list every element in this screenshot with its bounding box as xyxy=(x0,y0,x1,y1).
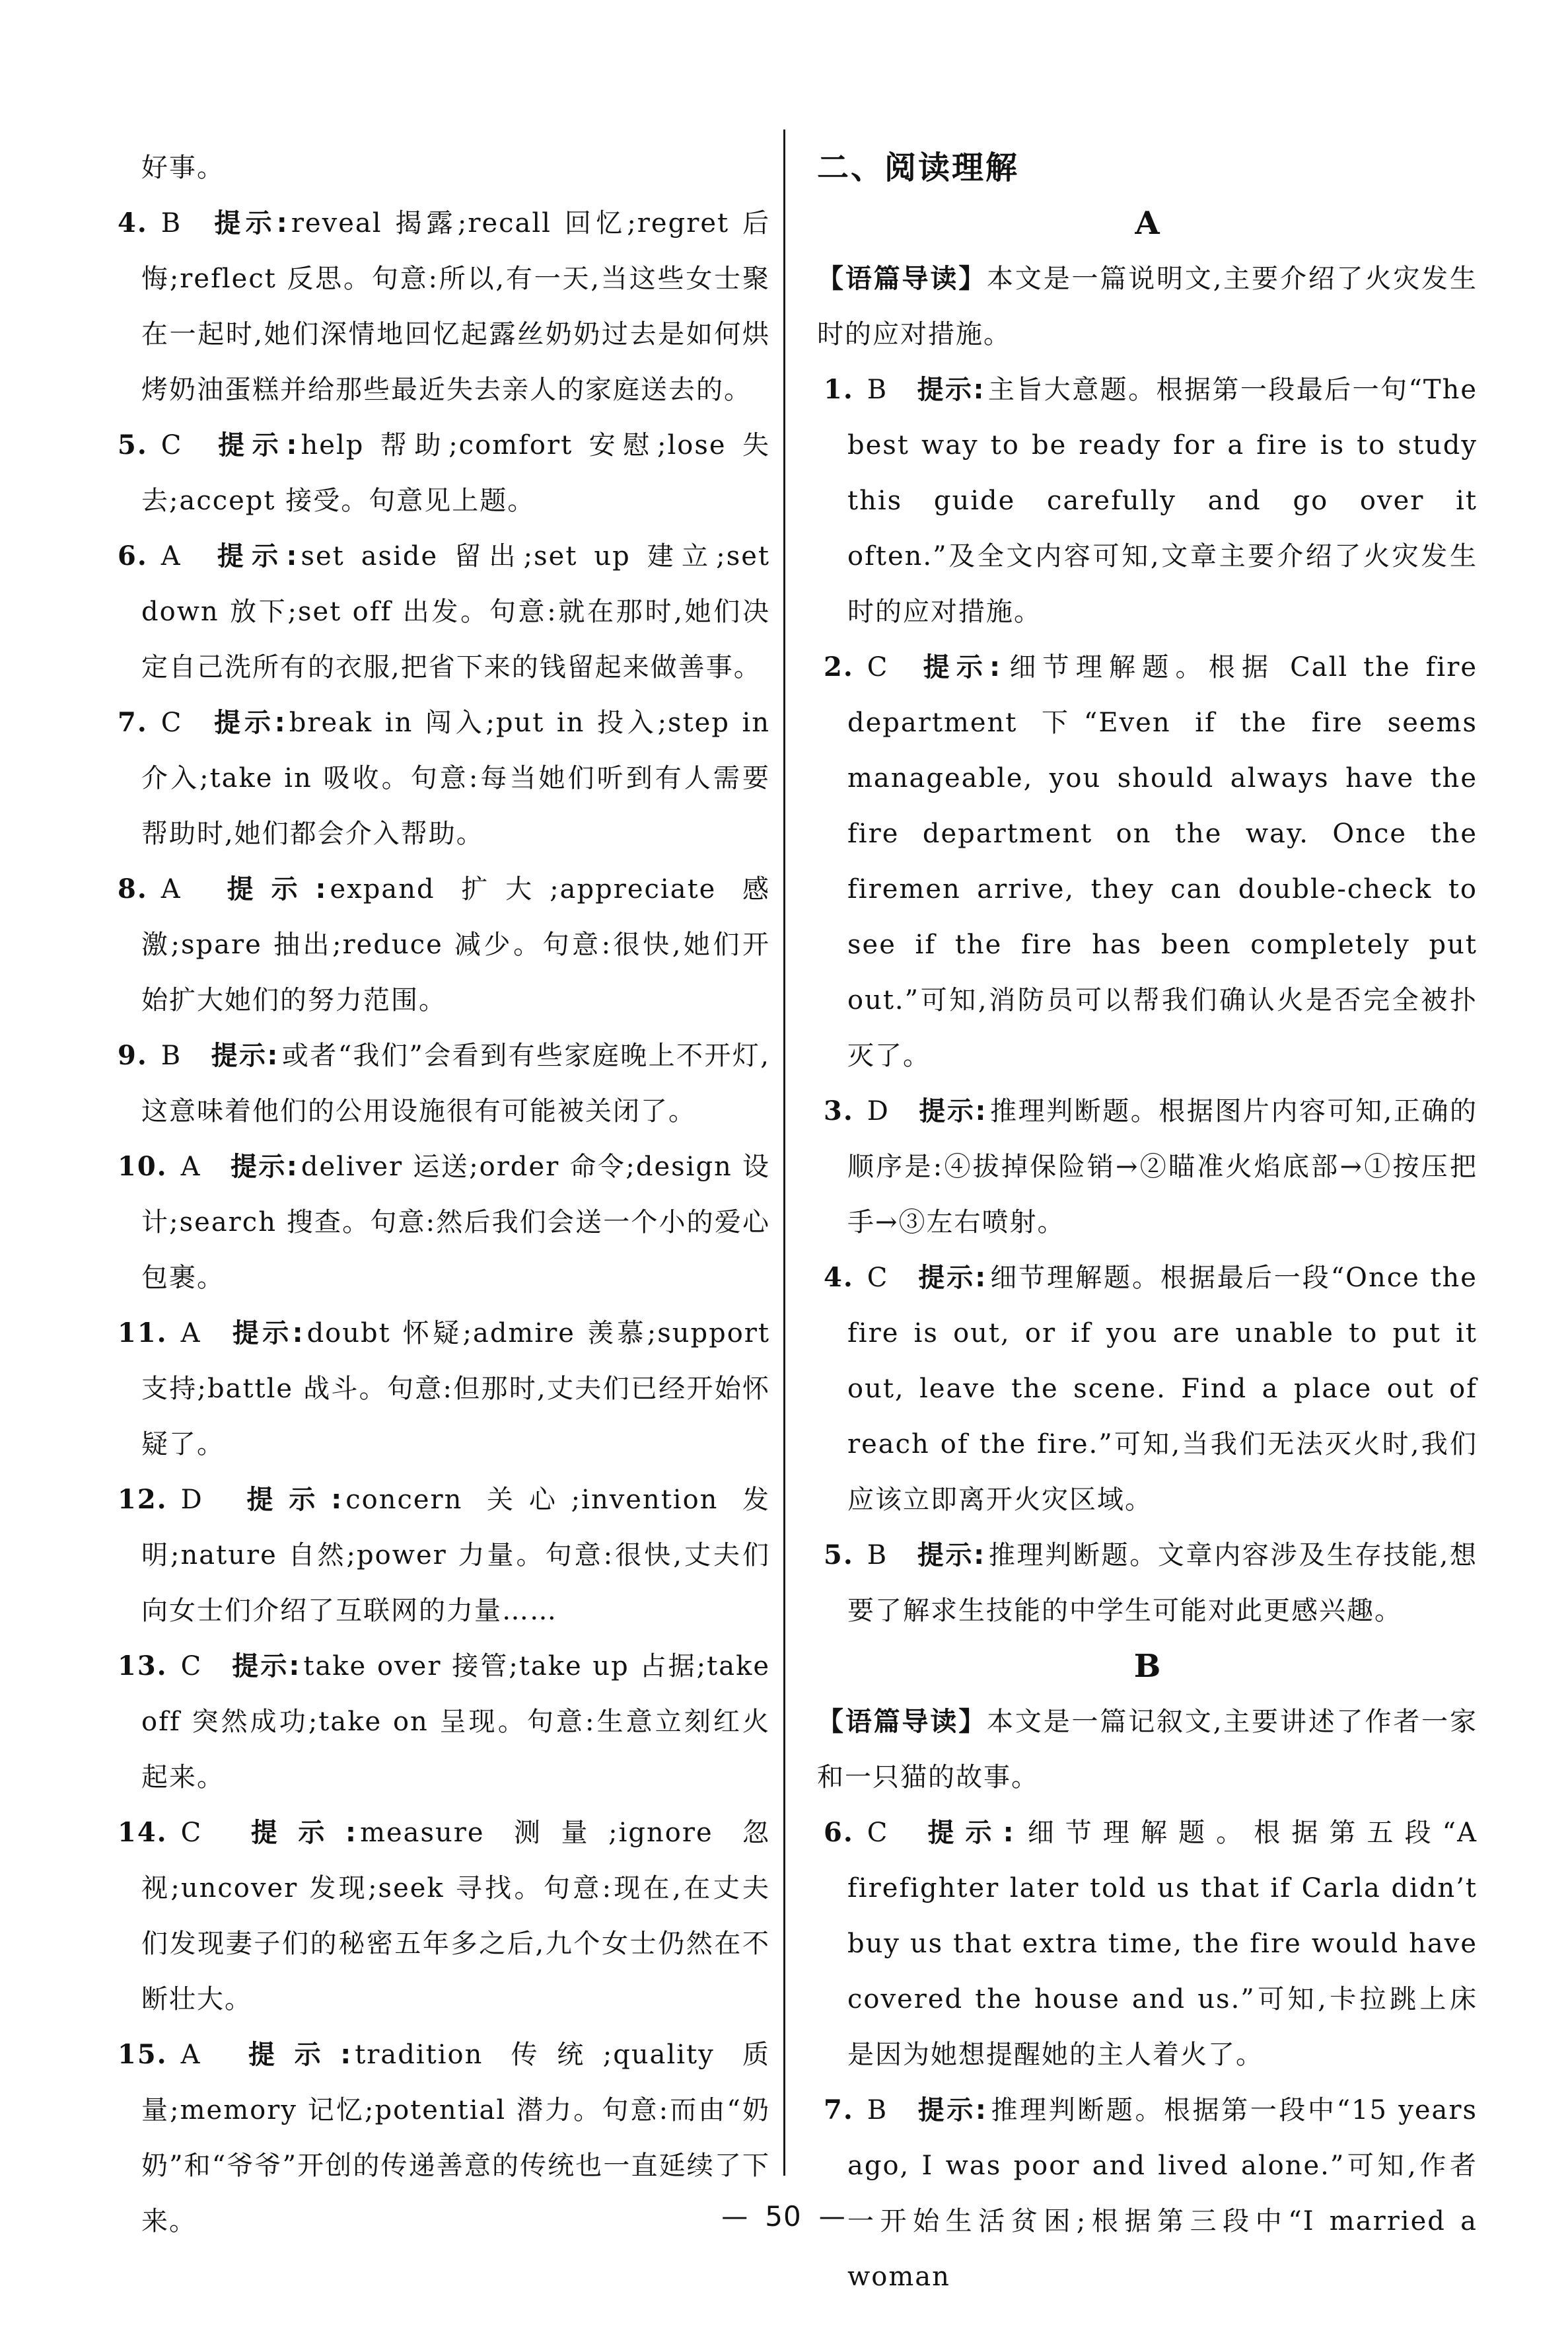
explanation-text: measure 测量;ignore 忽视;uncover 发现;seek 寻找。句意:现在,在丈夫们发现妻子们的秘密五年多之后,九个女士仍然在不断壮大。 xyxy=(141,1818,770,2014)
answer-item-6 xyxy=(118,529,770,695)
answer-letter: A xyxy=(160,874,182,904)
item-number: 13. xyxy=(118,1650,168,1681)
page-footer xyxy=(651,2200,915,2233)
answer-letter: B xyxy=(867,1540,888,1570)
answer-letter: A xyxy=(180,1152,201,1182)
item-number: 11. xyxy=(118,1317,168,1348)
answer-letter: C xyxy=(160,430,183,461)
answer-letter: B xyxy=(160,208,182,239)
answer-letter: A xyxy=(160,541,182,572)
footer-dash-left: — xyxy=(721,2201,748,2232)
explanation-text: 主旨大意题。根据第一段最后一句“The best way to be ready for a fire is to study this guide carefully and go over it often.”及全文内容可知,文章主要介绍了火灾发生时的应对措施。 xyxy=(847,375,1478,627)
column-divider xyxy=(783,129,785,2176)
answer-item-14 xyxy=(118,1805,770,2027)
hint-label: 提示: xyxy=(210,874,328,904)
item-number: 8. xyxy=(118,873,148,904)
answer-letter: C xyxy=(867,1818,889,1848)
answer-letter: C xyxy=(867,1263,889,1293)
item-number: 5. xyxy=(824,1539,854,1570)
item-number: 7. xyxy=(824,2094,854,2125)
answer-item-4 xyxy=(118,196,770,418)
item-number: 15. xyxy=(118,2039,168,2070)
answer-letter: C xyxy=(160,708,183,738)
hint-label: 提示: xyxy=(230,2040,353,2070)
item-number: 4. xyxy=(824,1262,854,1293)
answer-item-9 xyxy=(118,1028,770,1139)
answer-letter: C xyxy=(180,1818,203,1848)
answer-letter: D xyxy=(867,1096,890,1126)
passage-intro-a xyxy=(817,251,1478,362)
answer-item-4r xyxy=(824,1250,1478,1528)
passage-intro-b xyxy=(817,1694,1478,1805)
hint-label: 提示: xyxy=(917,375,985,405)
answer-item-8 xyxy=(118,862,770,1028)
item-number: 9. xyxy=(118,1040,148,1071)
explanation-text: doubt 怀疑;admire 羡慕;support 支持;battle 战斗。句意:但那时,丈夫们已经开始怀疑了。 xyxy=(141,1318,771,1459)
carryover-paragraph: 好事。 xyxy=(141,153,225,183)
answer-letter: C xyxy=(180,1651,203,1681)
hint-label: 提示: xyxy=(918,1096,987,1126)
page-number: 50 xyxy=(765,2200,802,2233)
answer-item-3 xyxy=(824,1084,1478,1250)
passage-letter-b: B xyxy=(1133,1648,1161,1685)
answer-item-13 xyxy=(118,1639,770,1805)
footer-dash-right: — xyxy=(818,2201,845,2232)
answer-item-5r xyxy=(824,1528,1478,1639)
explanation-text: 细节理解题。根据最后一段“Once the fire is out, or if you are unable to put it out, leave the scene. Find a place out of reach of the fire.”可知,当我们无法灭火时,我们应该立即离开火灾区域。 xyxy=(847,1263,1478,1515)
answer-item-1 xyxy=(824,362,1478,640)
item-number: 5. xyxy=(118,429,148,461)
passage-letter-a: A xyxy=(1135,205,1160,242)
answer-item-6r xyxy=(824,1805,1478,2083)
item-number: 2. xyxy=(824,651,854,683)
explanation-text: 推理判断题。根据图片内容可知,正确的顺序是:④拔掉保险销→②瞄准火焰底部→①按压把手→③左右喷射。 xyxy=(847,1096,1478,1237)
section-heading: 二、阅读理解 xyxy=(817,149,1020,186)
answer-letter: B xyxy=(867,2095,888,2125)
item-number: 10. xyxy=(118,1151,168,1182)
right-column xyxy=(817,140,1478,2305)
intro-label: 【语篇导读】 xyxy=(817,1707,987,1737)
answer-letter: A xyxy=(180,1318,201,1348)
explanation-text: 细节理解题。根据 Call the fire department 下“Even if the fire seems manageable, you should always have the fire department on the way. Once the firemen arrive, they can double-check to see if the fire has been completely put out.”可知,消防员可以帮我们确认火是否完全被扑灭了。 xyxy=(847,652,1478,1071)
hint-label: 提示: xyxy=(917,1540,986,1570)
answer-item-7 xyxy=(118,695,770,862)
explanation-text: reveal 揭露;recall 回忆;regret 后悔;reflect 反思。句意:所以,有一天,当这些女士聚在一起时,她们深情地回忆起露丝奶奶过去是如何烘烤奶油蛋糕并给那些最近失去亲人的家庭送去的。 xyxy=(141,208,770,405)
answer-item-11 xyxy=(118,1306,770,1472)
hint-label: 提示: xyxy=(917,1263,987,1293)
hint-label: 提示: xyxy=(232,1485,343,1515)
hint-label: 提示: xyxy=(917,1818,1015,1848)
hint-label: 提示: xyxy=(230,1152,299,1182)
hint-label: 提示: xyxy=(211,708,287,738)
answer-letter: A xyxy=(180,2040,201,2070)
explanation-text: 细节理解题。根据第五段“A firefighter later told us that if Carla didn’t buy us that extra time, the fire would have covered the house and us.”可知,卡拉跳上床是因为她想提醒她的主人着火了。 xyxy=(847,1818,1478,2070)
intro-text: 本文是一篇记叙文,主要讲述了作者一家和一只猫的故事。 xyxy=(817,1707,1478,1792)
explanation-text: 或者“我们”会看到有些家庭晚上不开灯,这意味着他们的公用设施很有可能被关闭了。 xyxy=(141,1041,770,1126)
item-number: 3. xyxy=(824,1095,854,1126)
explanation-text: deliver 运送;order 命令;design 设计;search 搜查。句意:然后我们会送一个小的爱心包裹。 xyxy=(141,1152,770,1293)
hint-label: 提示: xyxy=(231,1818,358,1848)
item-number: 12. xyxy=(118,1484,168,1515)
answer-letter: C xyxy=(867,652,889,683)
hint-label: 提示: xyxy=(917,2095,987,2125)
explanation-text: help 帮助;comfort 安慰;lose 失去;accept 接受。句意见上题。 xyxy=(141,430,771,516)
hint-label: 提示: xyxy=(211,430,299,461)
item-number: 14. xyxy=(118,1817,168,1848)
item-number: 6. xyxy=(118,540,148,572)
answer-letter: B xyxy=(867,375,888,405)
item-number: 4. xyxy=(118,207,148,239)
explanation-text: tradition 传统;quality 质量;memory 记忆;potential 潜力。句意:而由“奶奶”和“爷爷”开创的传递善意的传统也一直延续了下来。 xyxy=(141,2040,771,2236)
answer-letter: B xyxy=(160,1041,182,1071)
explanation-text: 推理判断题。根据第一段中“15 years ago, I was poor and lived alone.”可知,作者一开始生活贫困;根据第三段中“I married a woman xyxy=(847,2095,1478,2292)
answer-item-7r xyxy=(824,2083,1478,2305)
explanation-text: break in 闯入;put in 投入;step in 介入;take in 吸收。句意:每当她们听到有人需要帮助时,她们都会介入帮助。 xyxy=(141,708,770,849)
explanation-text: 推理判断题。文章内容涉及生存技能,想要了解求生技能的中学生可能对此更感兴趣。 xyxy=(847,1540,1478,1626)
item-number: 1. xyxy=(824,374,854,405)
hint-label: 提示: xyxy=(917,652,1002,683)
explanation-text: set aside 留出;set up 建立;set down 放下;set off 出发。句意:就在那时,她们决定自己洗所有的衣服,把省下来的钱留起来做善事。 xyxy=(141,541,771,683)
answer-item-2 xyxy=(824,640,1478,1084)
explanation-text: concern 关心;invention 发明;nature 自然;power 力量。句意:很快,丈夫们向女士们介绍了互联网的力量…… xyxy=(141,1485,771,1626)
answer-item-12 xyxy=(118,1472,770,1639)
hint-label: 提示: xyxy=(210,541,299,572)
explanation-text: expand 扩大;appreciate 感激;spare 抽出;reduce 减少。句意:很快,她们开始扩大她们的努力范围。 xyxy=(141,874,770,1015)
intro-text: 本文是一篇说明文,主要介绍了火灾发生时的应对措施。 xyxy=(817,264,1478,350)
item-number: 6. xyxy=(824,1817,854,1848)
intro-label: 【语篇导读】 xyxy=(817,264,987,294)
hint-label: 提示: xyxy=(211,208,289,239)
answer-item-10 xyxy=(118,1139,770,1306)
hint-label: 提示: xyxy=(231,1651,301,1681)
explanation-text: take over 接管;take up 占据;take off 突然成功;take on 呈现。句意:生意立刻红火起来。 xyxy=(141,1651,770,1792)
answer-letter: D xyxy=(180,1485,203,1515)
item-number: 7. xyxy=(118,707,148,738)
left-column xyxy=(118,140,770,2249)
hint-label: 提示: xyxy=(211,1041,279,1071)
hint-label: 提示: xyxy=(230,1318,304,1348)
answer-item-5 xyxy=(118,418,770,529)
